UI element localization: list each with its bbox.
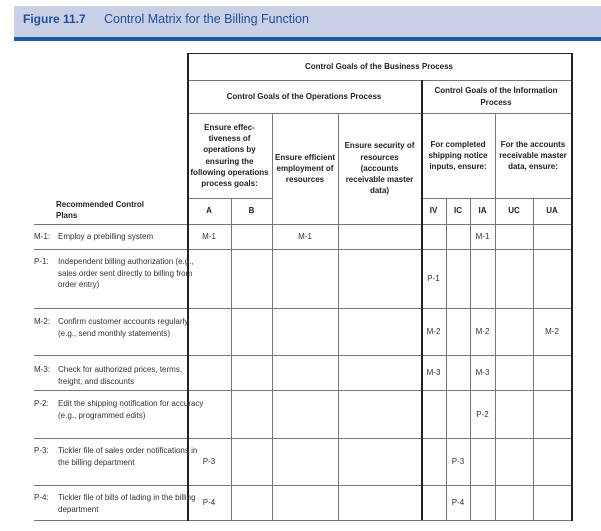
row-line	[34, 520, 571, 521]
col-line	[272, 113, 273, 520]
matrix-cell-ic: P-4	[451, 498, 465, 507]
control-plan-description: Edit the shipping notification for accuracy (e.g., programmed edits)	[58, 399, 204, 420]
control-plan-description: Confirm customer accounts regularly (e.g., send monthly statements)	[58, 317, 189, 338]
column-header-ua: UA	[546, 206, 558, 216]
column-header-ic: IC	[454, 206, 462, 216]
matrix-cell-ia: P-2	[476, 409, 489, 419]
header-line	[187, 113, 571, 114]
control-plan-description: Tickler file of bills of lading in the billing department	[58, 493, 196, 514]
row-line	[34, 485, 571, 486]
matrix-cell-iv: M-2	[426, 327, 441, 336]
header-line	[187, 80, 571, 81]
column-header-ia: IA	[478, 206, 487, 216]
header-efficiency: Ensure efficient employment of resources	[275, 152, 336, 185]
control-plan-code: P-1:	[34, 257, 49, 266]
column-header-a: A	[206, 206, 212, 216]
header-top-line	[187, 53, 572, 54]
header-line	[187, 198, 272, 199]
header-operations-goals: Control Goals of the Operations Process	[226, 91, 382, 101]
control-plan-code: M-2:	[34, 317, 50, 326]
matrix-cell-a: P-3	[202, 457, 216, 466]
control-plan-code: M-3:	[34, 365, 50, 374]
header-information-goals: Control Goals of the Information Process	[434, 86, 558, 107]
header-line	[421, 198, 571, 199]
matrix-cell-ic: P-3	[451, 457, 465, 466]
figure-title: Control Matrix for the Billing Function	[104, 12, 309, 26]
control-plan-description: Employ a prebilling system	[58, 232, 154, 241]
column-header-b: B	[248, 206, 255, 216]
row-line	[34, 438, 571, 439]
figure-banner-rule	[14, 37, 601, 41]
control-plan-code: P-3:	[34, 446, 49, 455]
column-header-iv: IV	[429, 206, 438, 216]
matrix-cell-iv: P-1	[427, 274, 440, 283]
col-line	[533, 198, 534, 520]
control-plan-description: Check for authorized prices, terms, freight, and discounts	[58, 365, 183, 386]
control-plan-code: P-4:	[34, 493, 49, 502]
table-right-border	[571, 53, 573, 521]
row-line	[34, 249, 571, 250]
matrix-cell-eff: M-1	[298, 232, 312, 241]
header-effectiveness: Ensure effec-tiveness of operations by ensuring the following operations process goals:	[190, 122, 269, 189]
column-header-uc: UC	[508, 206, 520, 216]
control-plan-code: P-2:	[34, 399, 49, 408]
header-security: Ensure security of resources (accounts receivable master data)	[344, 141, 415, 196]
matrix-cell-iv: M-3	[426, 368, 441, 377]
recommended-control-plans-label: Recommended Control Plans	[56, 199, 145, 220]
header-shipping-inputs: For completed shipping notice inputs, ensure:	[428, 139, 488, 172]
matrix-cell-a: P-4	[202, 498, 216, 507]
col-line	[231, 198, 232, 520]
header-business-goals: Control Goals of the Business Process	[304, 61, 454, 71]
col-line	[338, 113, 339, 520]
matrix-cell-ia: M-3	[475, 368, 490, 377]
control-plan-code: M-1:	[34, 232, 50, 241]
matrix-cell-a: M-1	[202, 232, 216, 241]
col-line	[495, 113, 496, 520]
matrix-cell-ia: M-1	[475, 232, 490, 241]
header-master-data: For the accounts receivable master data, ensure:	[499, 139, 567, 172]
matrix-cell-ua: M-2	[545, 327, 559, 336]
control-plan-description: Tickler file of sales order notifications in the billing department	[58, 446, 198, 467]
figure-label: Figure 11.7	[23, 12, 86, 26]
control-plan-description: Independent billing authorization (e.g., sales order sent directly to billing from order entry)	[58, 257, 194, 289]
matrix-cell-ia: M-2	[475, 327, 490, 336]
